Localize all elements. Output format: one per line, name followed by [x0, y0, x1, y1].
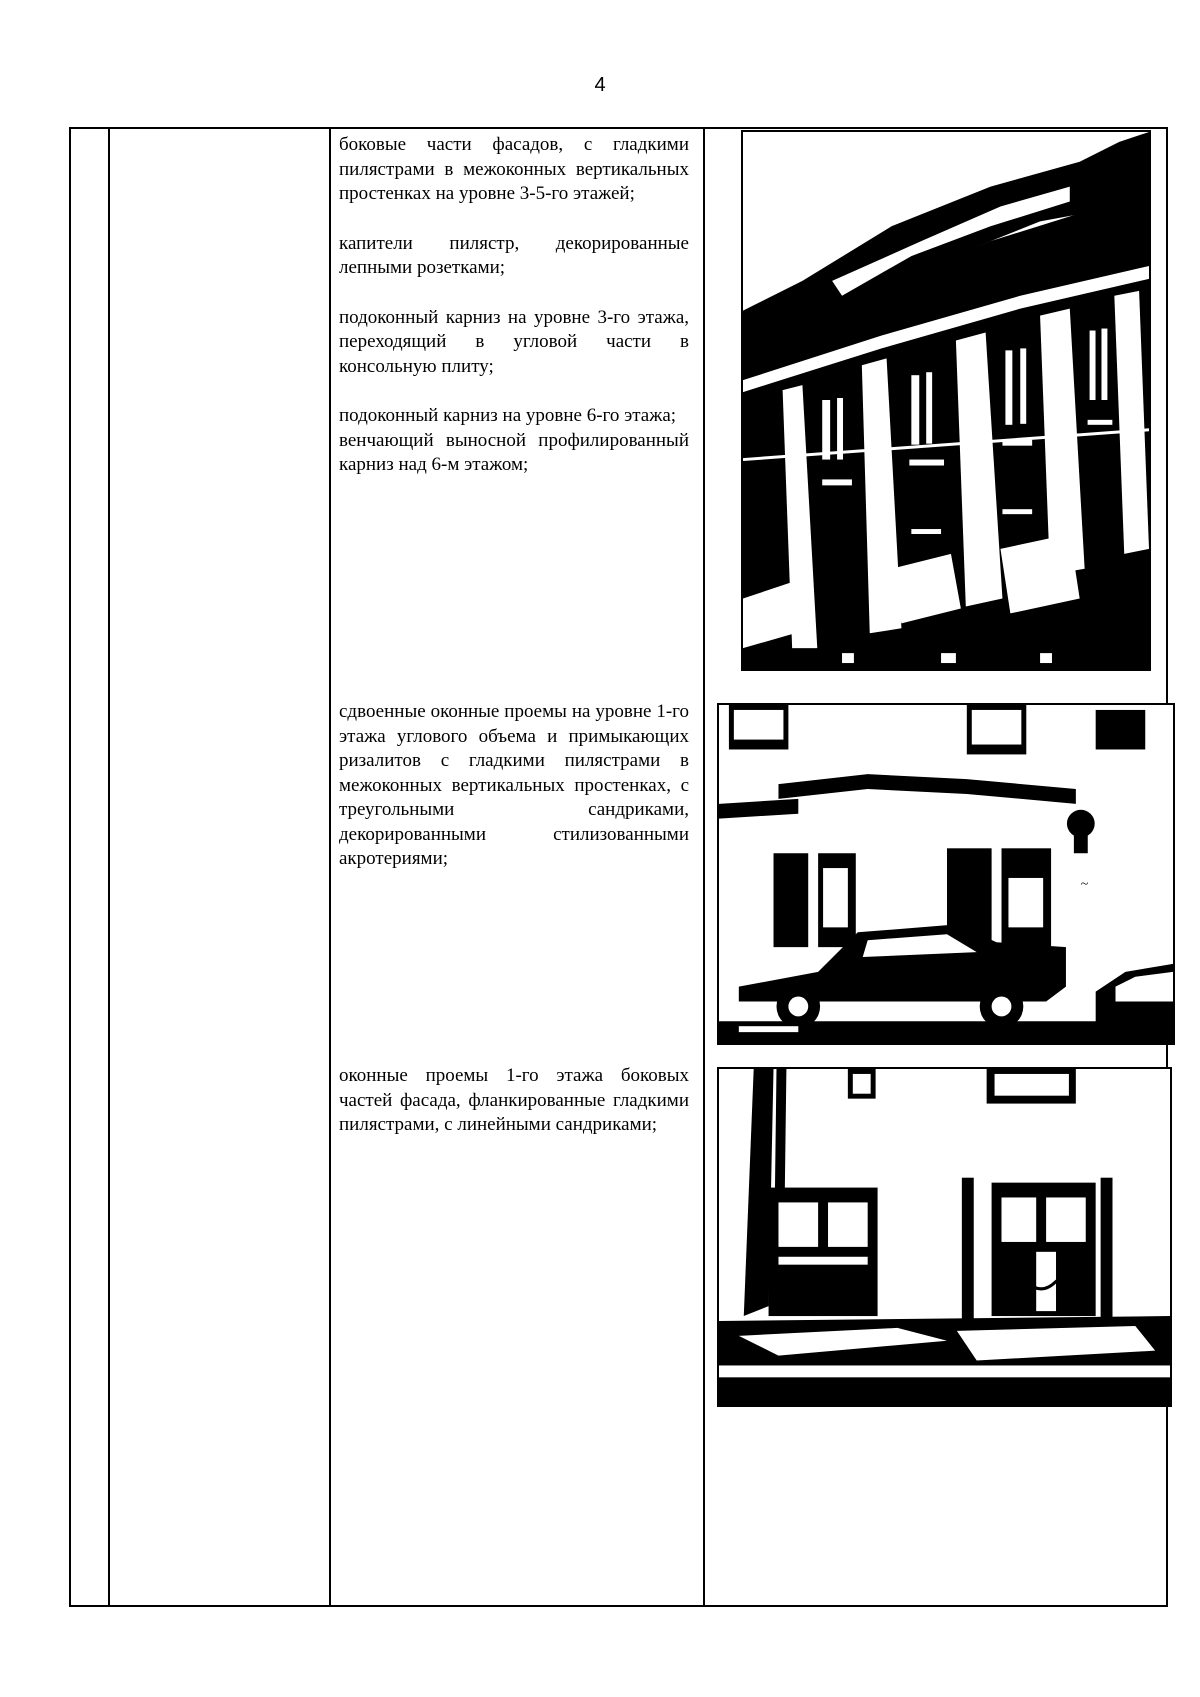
element-description-3 [339, 1064, 689, 1163]
description-paragraph: оконные проемы 1-го этажа боковых частей фасада, фланкированные гладкими пилястрами, с линейными сандриками; [339, 1065, 689, 1135]
ground-floor-windows-photo [717, 703, 1175, 1045]
description-paragraph: подоконный карниз на уровне 3-го этажа, переходящий в угловой части в консольную плиту; [339, 306, 689, 377]
description-paragraph: сдвоенные оконные проемы на уровне 1-го этажа углового объема и примыкающих ризалитов с гладкими пилястрами в межоконных вертикальных простенках, с треугольными сандриками, декорированными стилизованными акротериями; [339, 701, 689, 869]
description-paragraph: боковые части фасадов, с гладкими пилястрами в межоконных вертикальных простенках на уровне 3-5-го этажей; [339, 134, 689, 204]
svg-text:~: ~ [1080, 875, 1089, 891]
table-column-divider [108, 129, 110, 1605]
element-description-1 [339, 133, 689, 478]
table-column-divider [329, 129, 331, 1605]
page-number: 4 [594, 74, 606, 96]
description-paragraph: подоконный карниз на уровне 6-го этажа; [339, 405, 677, 426]
description-paragraph: капители пилястр, декорированные лепными розетками; [339, 232, 689, 278]
description-paragraph: венчающий выносной профилированный карниз над 6-м этажом; [339, 429, 689, 475]
table-column-divider [703, 129, 705, 1605]
facade-upper-photo [741, 130, 1151, 671]
element-description-2 [339, 700, 689, 897]
side-facade-windows-photo [717, 1067, 1172, 1407]
